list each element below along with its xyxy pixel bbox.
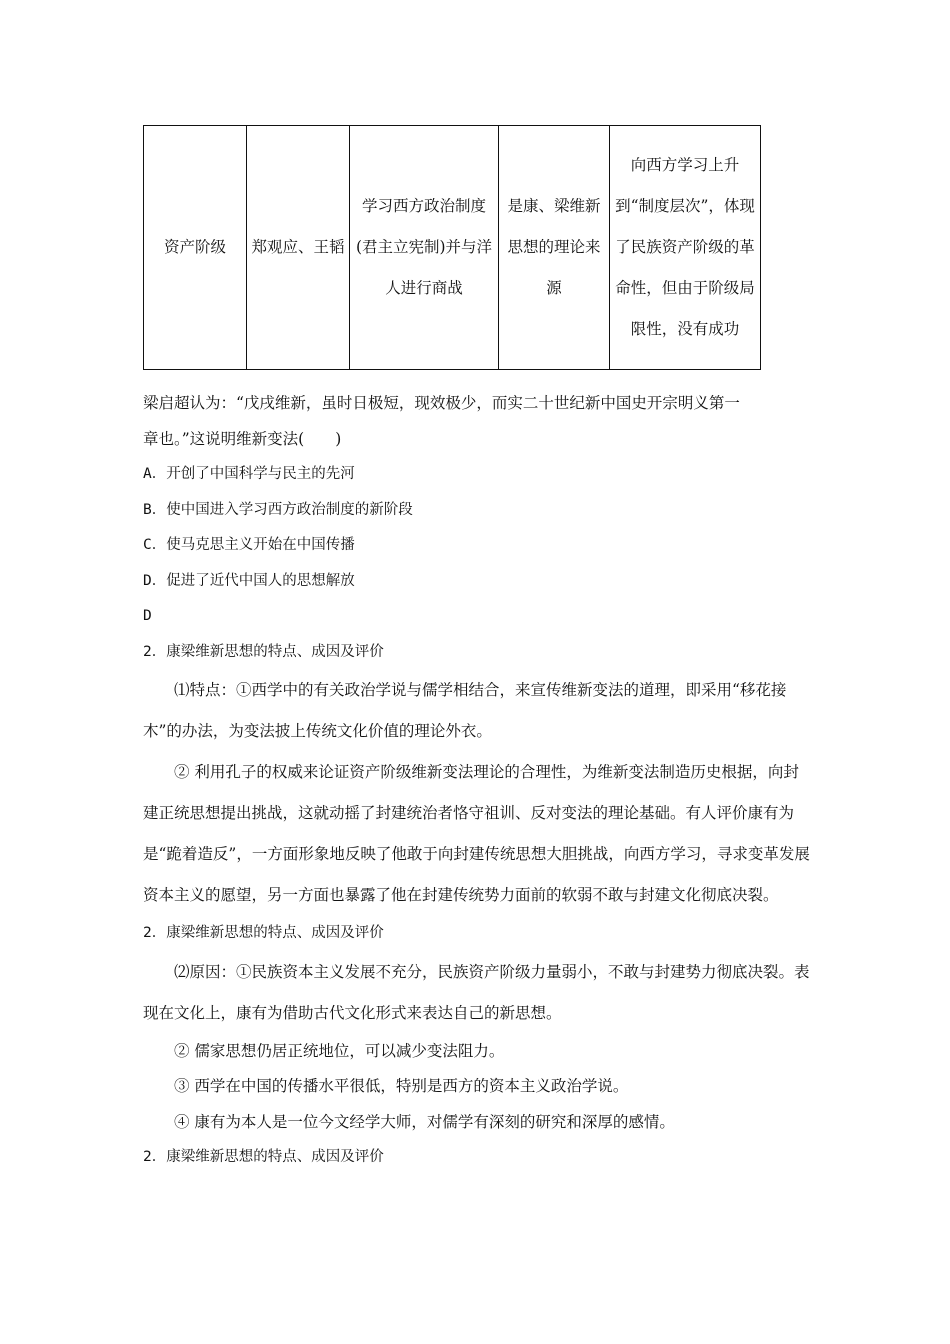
table-cell-class: 资产阶级: [144, 126, 247, 370]
answer: D: [143, 608, 152, 624]
table-row: [144, 126, 761, 370]
option-c: C．使马克思主义开始在中国传播: [143, 537, 355, 553]
paragraph-cause-2: ② 儒家思想仍居正统地位，可以减少变法阻力。: [174, 1041, 505, 1060]
summary-table: [143, 125, 761, 370]
question-stem-line1: 梁启超认为：“戊戌维新，虽时日极短，现效极少，而实二十世纪新中国史开宗明义第一: [143, 394, 740, 412]
paragraph-cause-3: ③ 西学在中国的传播水平很低，特别是西方的资本主义政治学说。: [174, 1077, 629, 1095]
option-d: D．促进了近代中国人的思想解放: [143, 572, 355, 589]
table-cell-people: 郑观应、王韬: [247, 126, 350, 370]
paragraph-features-2: ② 利用孔子的权威来论证资产阶级维新变法理论的合理性，为维新变法制造历史根据，向封建正统思想提出挑战，这就动摇了封建统治者恪守祖训、反对变法的理论基础。有人评价康有为是“跪着造反”，一方面形象地反映了他敢于向封建传统思想大胆挑战，向西方学习，寻求变革发展资本主义的愿望，另一方面也暴露了他在封建传统势力面前的软弱不敢与封建文化彻底决裂。: [143, 763, 810, 904]
body-text: [143, 386, 813, 1176]
section-heading: 2．康梁维新思想的特点、成因及评价: [143, 643, 384, 660]
table-cell-evaluation: 向西方学习上升到“制度层次”，体现了民族资产阶级的革命性，但由于阶级局限性，没有成功: [610, 126, 761, 370]
table-cell-content: 学习西方政治制度(君主立宪制)并与洋人进行商战: [350, 126, 499, 370]
table-cell-influence: 是康、梁维新思想的理论来源: [499, 126, 610, 370]
option-b: B．使中国进入学习西方政治制度的新阶段: [143, 501, 413, 518]
section-heading: 2．康梁维新思想的特点、成因及评价: [143, 1149, 384, 1165]
option-a: A．开创了中国科学与民主的先河: [143, 466, 355, 482]
paragraph-causes: ⑵原因：①民族资本主义发展不充分，民族资产阶级力量弱小，不敢与封建势力彻底决裂。表现在文化上，康有为借助古代文化形式来表达自己的新思想。: [143, 962, 810, 1022]
paragraph-cause-4: ④ 康有为本人是一位今文经学大师，对儒学有深刻的研究和深厚的感情。: [174, 1112, 675, 1131]
paragraph-features: ⑴特点：①西学中的有关政治学说与儒学相结合，来宣传维新变法的道理，即采用“移花接木”的办法，为变法披上传统文化价值的理论外衣。: [143, 681, 787, 740]
question-stem-line2: 章也。”这说明维新变法( ): [143, 429, 342, 448]
section-heading: 2．康梁维新思想的特点、成因及评价: [143, 925, 384, 941]
